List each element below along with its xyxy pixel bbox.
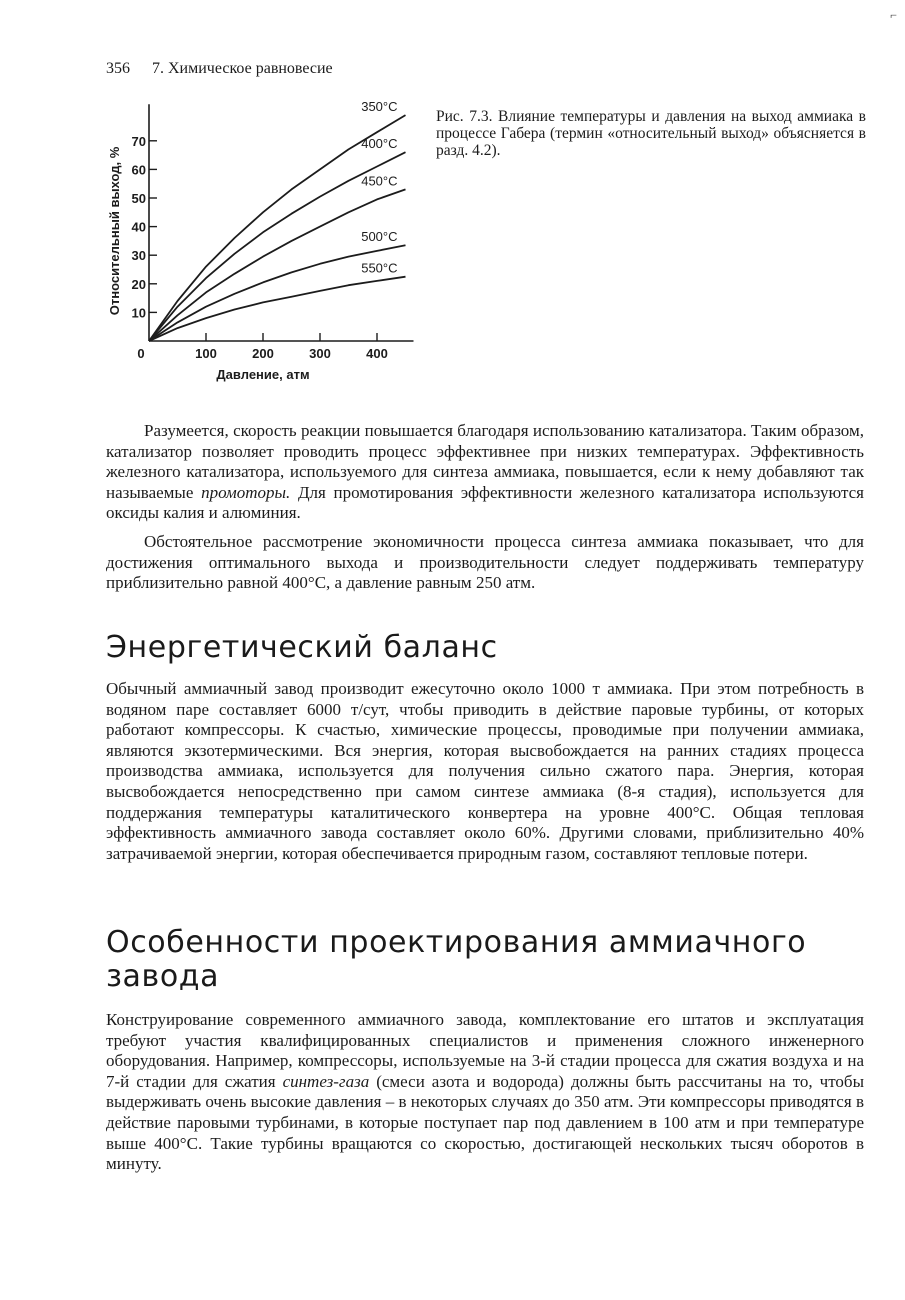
paragraph-economy: Обстоятельное рассмотрение экономичности процесса синтеза аммиака показывает, что для достижения оптимального выхода и производительности следует поддерживать температуру приблизительно равной 400°С, а давление равным 250 атм. bbox=[106, 531, 864, 593]
body-section-2 bbox=[106, 679, 864, 864]
x-tick-label-100: 100 bbox=[195, 346, 217, 361]
paragraph-energy: Обычный аммиачный завод производит ежесуточно около 1000 т аммиака. При этом потребность в водяном паре составляет 6000 т/сут, чтобы приводить в действие паровые турбины, от которых работают компрессоры. К счастью, химические процессы, проводимые при получении аммиака, являются экзотермическими. Вся энергия, которая высвобождается на ранних стадиях процесса производства аммиака, используется для получения сильно сжатого пара. Энергия, которая высвобождается непосредственно при самом синтезе аммиака (8-я стадия), используется для поддержания температуры каталитического конвертера на уровне 400°С. Общая тепловая эффективность аммиачного завода составляет около 60%. Другими словами, приблизительно 40% затрачиваемой энергии, которая обеспечивается природным газом, составляют тепловые потери. bbox=[106, 679, 864, 863]
y-tick-label-70: 70 bbox=[131, 133, 146, 149]
paragraph-catalyst-text: Разумеется, скорость реакции повышается благодаря использованию катализатора. Таким образом, катализатор позволяет проводить процесс эффективнее при низких температурах. Эффективность железного катализатора, используемого для синтеза аммиака, повышается, если к нему добавляют так называемые bbox=[106, 421, 864, 502]
paragraph-design-end: (смеси азота и водорода) должны быть рассчитаны на то, чтобы выдерживать очень высокие давления – в некоторых случаях до 350 атм. Эти компрессоры приводятся в действие паровыми турбинами, в которые поступает пар под давлением в 100 атм и при температуре выше 400°С. Такие турбины вращаются со скоростью, достигающей нескольких тысяч оборотов в минуту. bbox=[106, 1071, 864, 1174]
x-tick-label-400: 400 bbox=[366, 346, 388, 361]
series-label-350c: 350°C bbox=[361, 100, 398, 115]
page-header bbox=[106, 60, 333, 78]
y-tick-label-10: 10 bbox=[131, 305, 146, 321]
series-label-400c: 400°C bbox=[361, 136, 398, 152]
running-title: 7. Химическое равновесие bbox=[152, 60, 333, 77]
corner-mark: ⌐ bbox=[890, 8, 897, 22]
series-label-500c: 500°C bbox=[361, 229, 398, 245]
series-line-500c bbox=[149, 245, 406, 341]
term-promoters: промоторы. bbox=[201, 482, 291, 502]
y-tick-label-40: 40 bbox=[131, 219, 146, 235]
paragraph-design-text: Конструирование современного аммиачного завода, комплектование его штатов и эксплуатация требуют участия квалифицированных специалистов и применения сложного инженерного оборудования. Например, компрессоры, используемые на 3-й стадии процесса для сжатия воздуха и на 7-й стадии для сжатия bbox=[106, 1010, 864, 1091]
heading-plant-design: Особенности проектирования аммиачного завода bbox=[106, 925, 807, 994]
figure-caption: Рис. 7.3. Влияние температуры и давления на выход аммиака в процессе Габера (термин «относительный выход» объясняется в разд. 4.2). bbox=[436, 108, 866, 159]
yield-chart bbox=[95, 100, 425, 390]
heading-energy-balance: Энергетический баланс bbox=[106, 630, 498, 665]
y-tick-label-30: 30 bbox=[131, 248, 146, 264]
page-number: 356 bbox=[106, 60, 130, 77]
y-tick-label-50: 50 bbox=[131, 191, 146, 206]
y-tick-label-20: 20 bbox=[131, 276, 146, 292]
y-tick-label-60: 60 bbox=[131, 162, 146, 178]
series-line-550c bbox=[149, 277, 406, 341]
chart-plot-area bbox=[107, 100, 414, 382]
x-tick-label-0: 0 bbox=[137, 346, 145, 361]
series-label-550c: 550°C bbox=[361, 260, 398, 276]
paragraph-catalyst-end: Для промотирования эффективности железного катализатора используются оксиды калия и алюминия. bbox=[106, 482, 865, 523]
body-section-3 bbox=[106, 1010, 864, 1175]
term-syngas: синтез-газа bbox=[282, 1071, 370, 1091]
x-tick-label-200: 200 bbox=[252, 346, 274, 361]
y-axis-label: Относительный выход, % bbox=[107, 146, 122, 316]
series-label-450c: 450°C bbox=[361, 173, 398, 189]
x-axis-label: Давление, атм bbox=[216, 367, 310, 382]
paragraph-design bbox=[106, 1010, 864, 1175]
body-section-1 bbox=[106, 421, 864, 594]
paragraph-catalyst bbox=[106, 421, 864, 524]
x-tick-label-300: 300 bbox=[309, 346, 331, 361]
